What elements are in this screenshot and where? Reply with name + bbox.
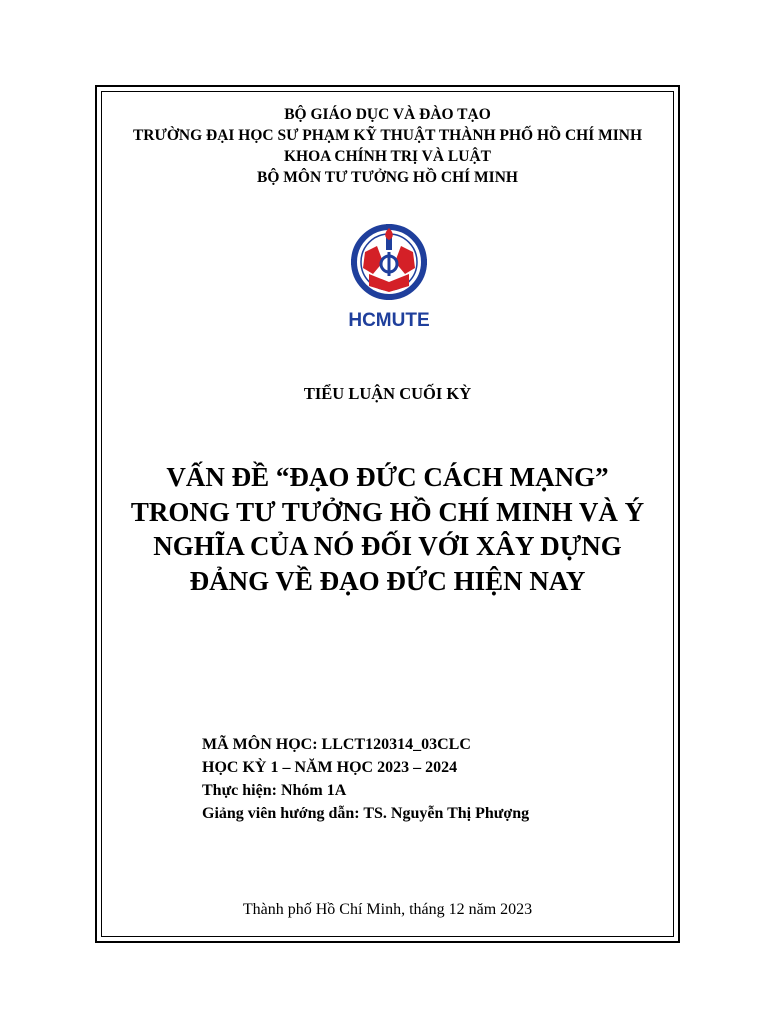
university-name: TRƯỜNG ĐẠI HỌC SƯ PHẠM KỸ THUẬT THÀNH PHỐ HỒ CHÍ MINH (132, 127, 643, 144)
faculty-name: KHOA CHÍNH TRỊ VÀ LUẬT (284, 148, 491, 165)
title-line: TRONG TƯ TƯỞNG HỒ CHÍ MINH VÀ Ý (130, 496, 645, 527)
place-date: Thành phố Hồ Chí Minh, tháng 12 năm 2023 (242, 901, 533, 918)
semester: HỌC KỲ 1 – NĂM HỌC 2023 – 2024 (202, 759, 458, 776)
lecturer: Giảng viên hướng dẫn: TS. Nguyễn Thị Phượng (202, 805, 530, 822)
department-name: BỘ MÔN TƯ TƯỞNG HỒ CHÍ MINH (257, 169, 518, 186)
logo-text: HCMUTE (348, 310, 430, 331)
title-line: NGHĨA CỦA NÓ ĐỐI VỚI XÂY DỰNG (153, 531, 622, 561)
course-code: MÃ MÔN HỌC: LLCT120314_03CLC (202, 736, 471, 753)
course-info (202, 733, 529, 825)
report-type: TIỂU LUẬN CUỐI KỲ (303, 384, 472, 403)
group: Thực hiện: Nhóm 1A (202, 782, 347, 799)
hcmute-logo-icon (343, 222, 435, 332)
institution-header (101, 104, 674, 188)
title-line: ĐẢNG VỀ ĐẠO ĐỨC HIỆN NAY (189, 565, 586, 596)
hcmute-logo (343, 222, 435, 332)
essay-title (101, 460, 674, 598)
title-line: VẤN ĐỀ “ĐẠO ĐỨC CÁCH MẠNG” (166, 462, 609, 492)
ministry-name: BỘ GIÁO DỤC VÀ ĐÀO TẠO (284, 106, 491, 123)
